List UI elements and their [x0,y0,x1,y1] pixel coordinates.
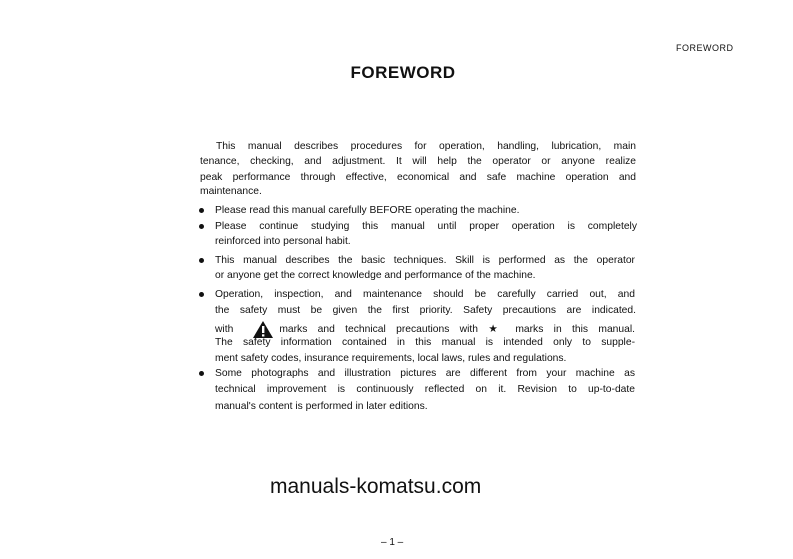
warning-triangle-icon [253,321,273,338]
bullet-line: ment safety codes, insurance requirements, local laws, rules and regulations. [215,353,567,364]
bullet-icon [199,224,204,229]
running-header: FOREWORD [676,43,734,53]
bullet-icon [199,258,204,263]
intro-line: This manual describes procedures for operation, handling, lubrication, main [216,141,636,152]
bullet-line: or anyone get the correct knowledge and performance of the machine. [215,270,536,281]
bullet-line: This manual describes the basic techniques. Skill is performed as the operator [215,255,635,266]
bullet-icon [199,371,204,376]
with-text: with [215,323,234,335]
bullet-icon [199,208,204,213]
bullet-line: Please continue studying this manual until proper operation is completely [215,221,637,232]
bullet-line: technical improvement is continuously reflected on it. Revision to up-to-date [215,384,635,395]
page-number: – 1 – [381,537,404,548]
marks-text: marks and technical precautions with ★ marks in this manual. [279,323,635,335]
bullet-line: The safety information contained in this manual is intended only to supple- [215,337,635,348]
bullet-line: Some photographs and illustration pictures are different from your machine as [215,368,635,379]
bullet-line: Please read this manual carefully BEFORE operating the machine. [215,205,520,216]
bullet-icon [199,292,204,297]
watermark-text: manuals-komatsu.com [270,475,482,498]
bullet-line: Operation, inspection, and maintenance should be carefully carried out, and [215,289,635,300]
intro-line: maintenance. [200,186,262,197]
intro-line: tenance, checking, and adjustment. It will help the operator or anyone realize [200,156,636,167]
page-title: FOREWORD [350,63,456,82]
bullet-line: reinforced into personal habit. [215,236,351,247]
bullet-line: the safety must be given the first priority. Safety precautions are indicated. [215,305,636,316]
safety-marks-line [215,321,635,338]
intro-line: peak performance through effective, economical and safe machine operation and [200,172,636,183]
bullet-line: manual's content is performed in later editions. [215,401,428,412]
